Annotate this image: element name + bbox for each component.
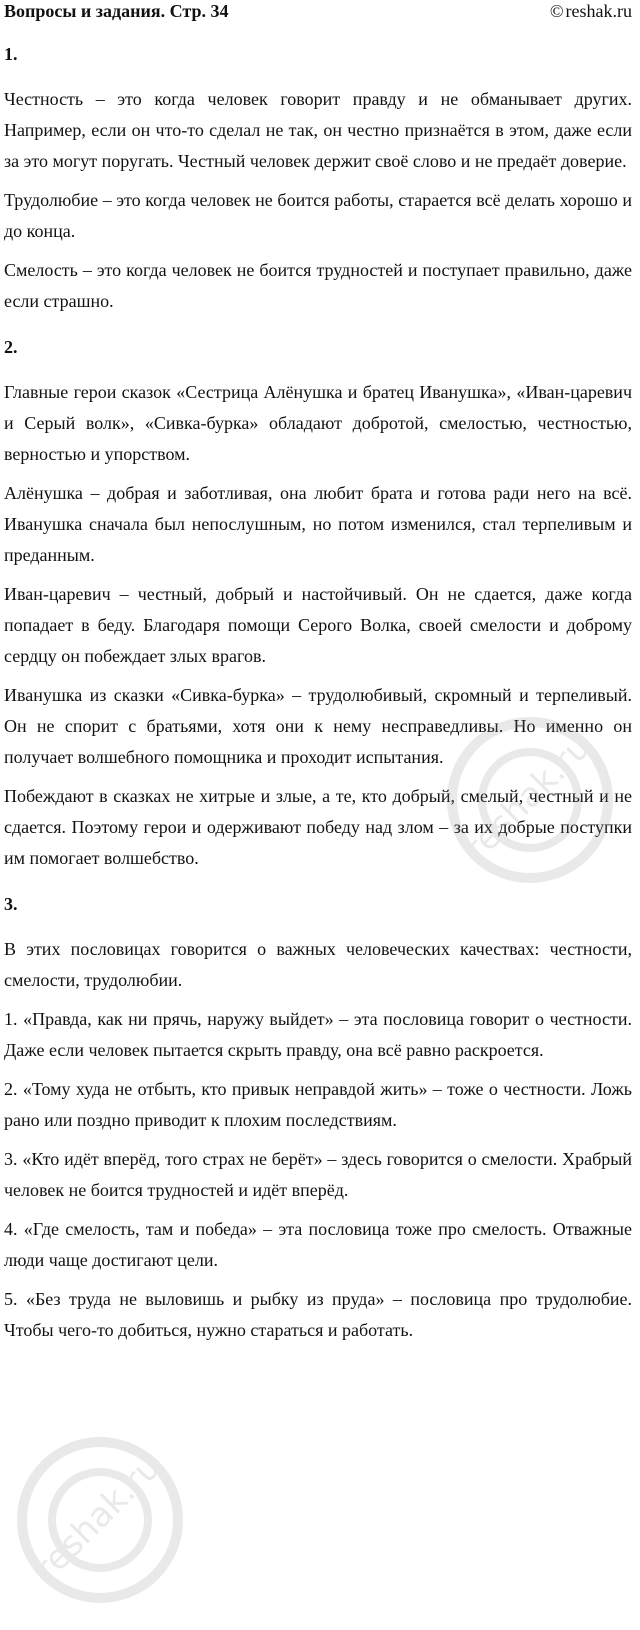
task-2-paragraph-ivanushka: Иванушка из сказки «Сивка-бурка» – трудолюбивый, скромный и терпеливый. Он не спорит с братьями, хотя они к нему несправедливы. Но именно он получает волшебного помощника и проходит испытания. — [4, 685, 632, 767]
task-2-paragraph-ivan-tsarevich: Иван-царевич – честный, добрый и настойчивый. Он не сдается, даже когда попадает в беду. Благодаря помощи Серого Волка, своей смелости и доброму сердцу он побеждает злых врагов. — [4, 584, 632, 666]
task-1-paragraph-diligence: Трудолюбие – это когда человек не боится работы, старается всё делать хорошо и до конца. — [4, 190, 632, 241]
reshak-watermark-logo-2 — [0, 1410, 210, 1630]
copyright-icon: © — [549, 1, 564, 21]
task-1-paragraph-courage: Смелость – это когда человек не боится трудностей и поступает правильно, даже если страшно. — [4, 260, 632, 311]
page-header — [4, 0, 632, 24]
svg-text:reshak.ru: reshak.ru — [457, 727, 599, 869]
task-3-proverb-1: 1. «Правда, как ни прячь, наружу выйдет» – эта пословица говорит о честности. Даже если человек пытается скрыть правду, она всё равно раскроется. — [4, 1009, 632, 1060]
task-2-paragraph-heroes: Главные герои сказок «Сестрица Алёнушка и братец Иванушка», «Иван-царевич и Серый волк», «Сивка-бурка» обладают добротой, смелостью, честностью, верностью и упорством. — [4, 382, 632, 464]
site-credit[interactable] — [550, 0, 632, 22]
task-1-number: 1. — [4, 44, 18, 64]
task-1-paragraph-honesty: Честность – это когда человек говорит правду и не обманывает других. Например, если он что-то сделал не так, он честно признаётся в этом, даже если за это могут поругать. Честный человек держит своё слово и не предаёт доверие. — [4, 89, 632, 171]
task-3-proverb-4: 4. «Где смелость, там и победа» – эта пословица тоже про смелость. Отважные люди чаще достигают цели. — [4, 1219, 632, 1270]
task-2-paragraph-alyonushka: Алёнушка – добрая и заботливая, она любит брата и готова ради него на всё. Иванушка сначала был непослушным, но потом изменился, стал терпеливым и преданным. — [4, 483, 632, 565]
task-3-proverb-3: 3. «Кто идёт вперёд, того страх не берёт» – здесь говорится о смелости. Храбрый человек не боится трудностей и идёт вперёд. — [4, 1149, 632, 1200]
task-2-paragraph-conclusion: Побеждают в сказках не хитрые и злые, а те, кто добрый, смелый, честный и не сдается. Поэтому герои и одерживают победу над злом – за их добрые поступки им помогает волшебство. — [4, 786, 632, 868]
page-title: Вопросы и задания. Стр. 34 — [4, 1, 229, 21]
task-3-paragraph-intro: В этих пословицах говорится о важных человеческих качествах: честности, смелости, трудолюбии. — [4, 939, 632, 990]
task-3-proverb-2: 2. «Тому худа не отбыть, кто привык неправдой жить» – тоже о честности. Ложь рано или поздно приводит к плохим последствиям. — [4, 1079, 632, 1130]
svg-text:reshak.ru: reshak.ru — [27, 1447, 169, 1589]
task-2-number: 2. — [4, 337, 18, 357]
site-name: reshak.ru — [565, 1, 632, 21]
task-3-proverb-5: 5. «Без труда не выловишь и рыбку из пруда» – пословица про трудолюбие. Чтобы чего-то добиться, нужно стараться и работать. — [4, 1289, 632, 1340]
task-3-number: 3. — [4, 894, 18, 914]
